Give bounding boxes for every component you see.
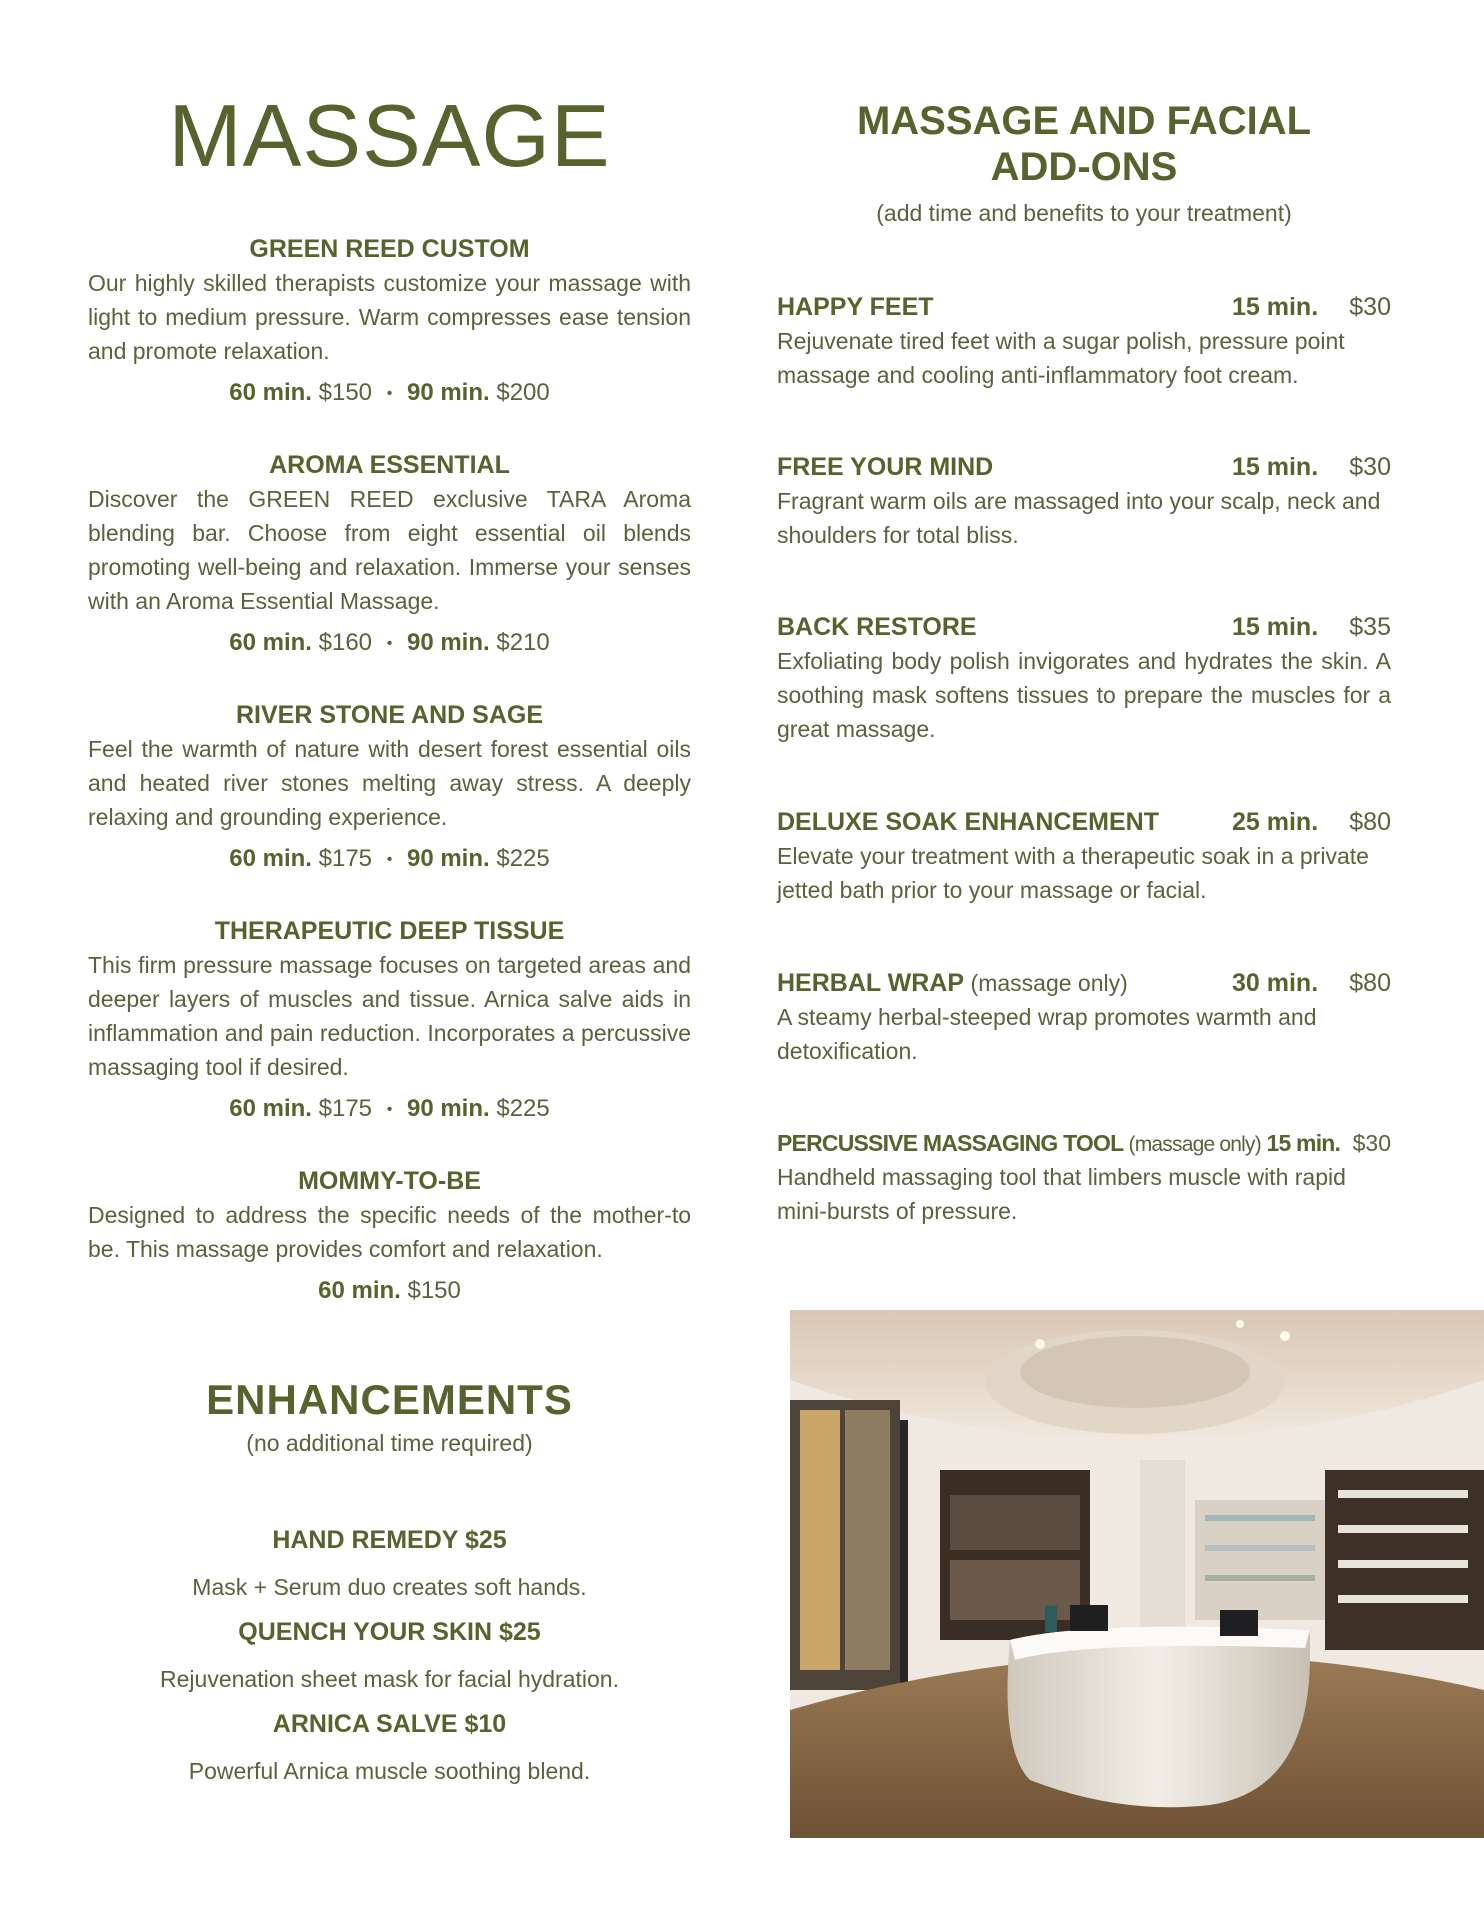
addon-name-text: PERCUSSIVE MASSAGING TOOL <box>777 1130 1123 1156</box>
massage-item <box>88 914 691 1127</box>
duration-1: 60 min. <box>229 629 312 656</box>
addon-header <box>777 805 1391 839</box>
enhancements-subtitle: (no additional time required) <box>246 1430 533 1456</box>
addon-item <box>777 290 1391 392</box>
addon-name: HAPPY FEET <box>777 293 934 321</box>
separator-dot: • <box>386 850 393 868</box>
addon-price: $80 <box>1349 808 1391 836</box>
duration-2: 90 min. <box>406 379 490 406</box>
addon-header <box>777 1126 1391 1160</box>
addon-item <box>777 966 1391 1068</box>
addons-title-line-2: ADD-ONS <box>990 145 1178 189</box>
addon-name: DELUXE SOAK ENHANCEMENT <box>777 808 1159 836</box>
addon-duration: 15 min. <box>1232 293 1319 321</box>
addon-price: $30 <box>1352 1130 1391 1156</box>
massage-item-description: Designed to address the specific needs of the mother-to be. This massage provides comfort and relaxation. <box>88 1202 691 1262</box>
addon-header <box>777 610 1391 644</box>
addon-duration: 15 min. <box>1266 1130 1341 1156</box>
addon-note: (massage only) <box>1128 1133 1261 1156</box>
spa-boutique-photo <box>790 1310 1484 1838</box>
addons-title-line-1: MASSAGE AND FACIAL <box>856 99 1312 143</box>
massage-item-pricing <box>88 626 691 661</box>
massage-item-name: RIVER STONE AND SAGE <box>236 701 543 729</box>
addon-note: (massage only) <box>970 970 1128 996</box>
enhancement-name: ARNICA SALVE $10 <box>272 1710 507 1738</box>
price-2: $200 <box>496 379 550 406</box>
separator-dot: • <box>386 1100 393 1118</box>
massage-item-pricing <box>88 1092 691 1127</box>
separator-dot: • <box>386 634 393 652</box>
addon-item <box>777 805 1391 907</box>
massage-item-name: MOMMY-TO-BE <box>298 1167 481 1195</box>
addon-description: Exfoliating body polish invigorates and hydrates the skin. A soothing mask softens tissues to prepare the muscles for a great massage. <box>777 648 1391 742</box>
massage-item-name: GREEN REED CUSTOM <box>249 235 530 263</box>
enhancement-name: HAND REMEDY $25 <box>272 1526 507 1554</box>
massage-item <box>88 232 691 411</box>
massage-item-description: This firm pressure massage focuses on targeted areas and deeper layers of muscles and tissue. Arnica salve aids in inflammation and pain reduction. Incorporates a percussive massaging tool if desired. <box>88 952 691 1080</box>
massage-item <box>88 448 691 661</box>
price-1: $150 <box>318 379 373 406</box>
addon-item <box>777 450 1391 552</box>
addon-description: Elevate your treatment with a therapeutic soak in a private jetted bath prior to your massage or facial. <box>777 843 1369 903</box>
price-2: $225 <box>496 1095 550 1122</box>
addon-description: Handheld massaging tool that limbers muscle with rapid mini-bursts of pressure. <box>777 1164 1346 1224</box>
price-2: $225 <box>496 845 550 872</box>
addon-duration: 25 min. <box>1232 808 1319 836</box>
addon-header <box>777 290 1391 324</box>
addon-duration: 15 min. <box>1232 453 1319 481</box>
duration-1: 60 min. <box>229 845 312 872</box>
duration-2: 90 min. <box>406 1095 490 1122</box>
addon-item <box>777 610 1391 746</box>
duration-1: 60 min. <box>318 1277 401 1304</box>
duration-1: 60 min. <box>229 1095 312 1122</box>
addon-name <box>777 966 1128 1000</box>
massage-item <box>88 1164 691 1308</box>
separator-dot: • <box>386 384 393 402</box>
massage-item-description: Our highly skilled therapists customize your massage with light to medium pressure. Warm compresses ease tension and promote relaxation. <box>88 270 691 364</box>
price-1: $160 <box>318 629 373 656</box>
addon-name-text: HERBAL WRAP <box>777 969 964 997</box>
addon-description: Fragrant warm oils are massaged into your scalp, neck and shoulders for total bliss. <box>777 488 1381 548</box>
duration-1: 60 min. <box>229 379 312 406</box>
addon-price: $80 <box>1349 969 1391 997</box>
addon-description: A steamy herbal-steeped wrap promotes warmth and detoxification. <box>777 1004 1317 1064</box>
massage-item-pricing <box>88 1274 691 1308</box>
addon-duration: 30 min. <box>1232 969 1319 997</box>
massage-title: MASSAGE <box>168 86 611 185</box>
addon-duration: 15 min. <box>1232 613 1319 641</box>
enhancement-description: Mask + Serum duo creates soft hands. <box>192 1574 587 1600</box>
addon-name <box>777 1126 1340 1162</box>
addon-price: $30 <box>1349 293 1391 321</box>
addon-price: $30 <box>1349 453 1391 481</box>
duration-2: 90 min. <box>406 845 490 872</box>
price-2: $210 <box>496 629 550 656</box>
addons-title <box>777 98 1391 190</box>
enhancement-description: Powerful Arnica muscle soothing blend. <box>188 1758 591 1784</box>
massage-item-name: AROMA ESSENTIAL <box>269 451 510 479</box>
enhancement-description: Rejuvenation sheet mask for facial hydration. <box>160 1666 619 1692</box>
addon-name: FREE YOUR MIND <box>777 453 994 481</box>
massage-item-description: Discover the GREEN REED exclusive TARA Aroma blending bar. Choose from eight essential oil blends promoting well-being and relaxation. Immerse your senses with an Aroma Essential Massage. <box>88 486 691 614</box>
price-1: $175 <box>318 1095 373 1122</box>
price-1: $175 <box>318 845 373 872</box>
massage-item-pricing <box>88 842 691 877</box>
addon-description: Rejuvenate tired feet with a sugar polish, pressure point massage and cooling anti-inflammatory foot cream. <box>777 328 1345 388</box>
massage-item-name: THERAPEUTIC DEEP TISSUE <box>214 917 565 945</box>
addon-name: BACK RESTORE <box>777 613 977 641</box>
price-1: $150 <box>407 1277 461 1304</box>
addon-header <box>777 966 1391 1000</box>
massage-item-pricing <box>88 376 691 411</box>
enhancement-name: QUENCH YOUR SKIN $25 <box>238 1618 541 1646</box>
addons-subtitle: (add time and benefits to your treatment) <box>876 200 1292 226</box>
addon-header <box>777 450 1391 484</box>
massage-item <box>88 698 691 877</box>
massage-item-description: Feel the warmth of nature with desert forest essential oils and heated river stones melting away stress. A deeply relaxing and grounding experience. <box>88 736 691 830</box>
enhancements-title: ENHANCEMENTS <box>206 1376 573 1423</box>
addon-item <box>777 1126 1391 1228</box>
duration-2: 90 min. <box>406 629 490 656</box>
addon-price: $35 <box>1349 613 1391 641</box>
